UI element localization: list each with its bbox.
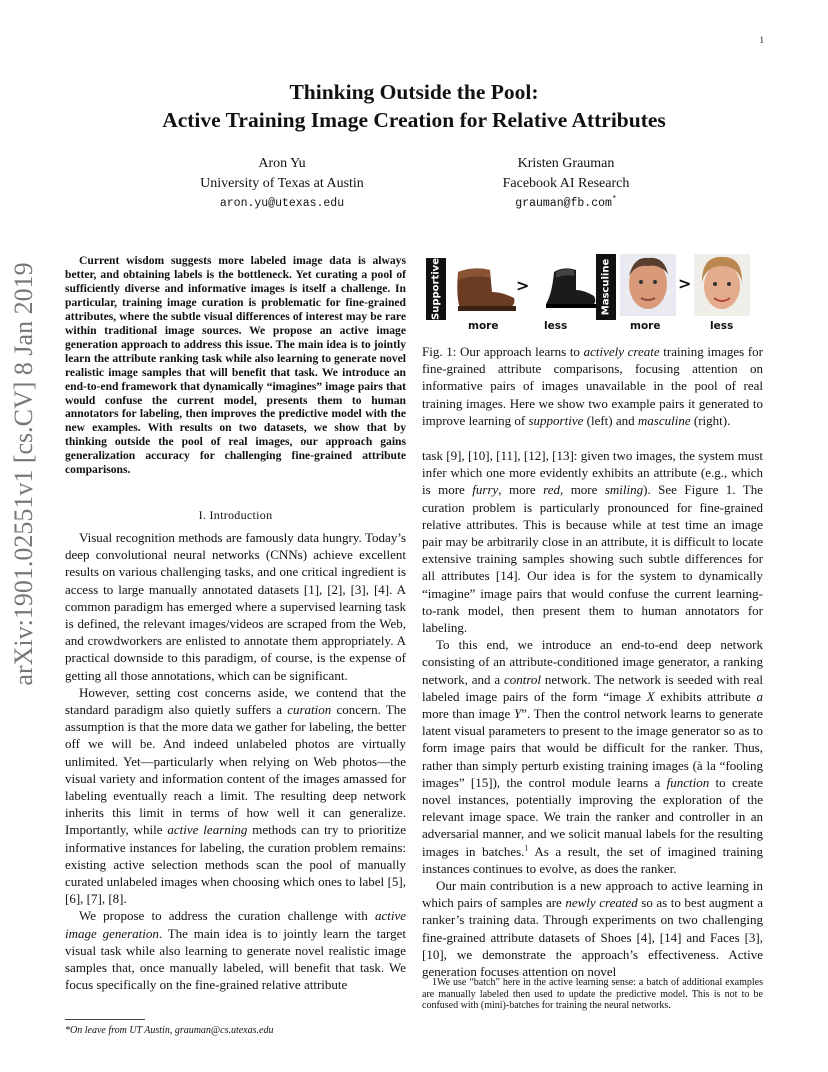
boot-image-more: [450, 258, 520, 316]
paragraph: Visual recognition methods are famously data hungry. Today’s deep convolutional neural networks (CNNs) achieve excellent results on various challenging tasks, and one critical ingredient is access to large manually annotated datasets [1], [2], [3], [4]. A common paradigm has emerged where a supervised learning task is defined, the relevant images/videos are scraped from the Web, and crowdworkers are enlisted to annotate them appropriately. A practical downside to this paradigm, of course, is the expense of getting all those annotations, which can be significant.: [65, 530, 406, 683]
paragraph: However, setting cost concerns aside, we contend that the standard paradigm also quietly suffers a curation concern. The assumption is that the more data we gather for labeling, the better off we will be. And indeed unlabeled photos are virtually unlimited. Yet—particularly when relying on Web photos—the visual variety and information content of the images amassed for labeling eventually reach a limit. The resulting deep network inherits this limit in terms of how well it can generalize. Importantly, while active learning methods can try to prioritize informative instances for labeling, the curation problem remains: existing active selection methods scan the pool of manually curated unlabeled images when choosing which ones to label [5], [6], [7], [8].: [65, 684, 407, 907]
figure-caption: Fig. 1: Our approach learns to actively create training images for fine-grained attribute comparisons, focusing attention on informative pairs of images unavailable in the pool of real training images. Here we show two example pairs it generated to improve learning of supportive (left) and masculine (right).: [422, 344, 763, 428]
title-line-1: Thinking Outside the Pool:: [289, 80, 539, 104]
face-image-less: [694, 254, 750, 316]
footnote-left: *On leave from UT Austin, grauman@cs.utexas.edu: [65, 1025, 274, 1036]
figure-attribute-label: Supportive: [426, 258, 446, 320]
label-more: more: [630, 320, 661, 332]
intro-right-column: [422, 447, 763, 980]
author-name: Kristen Grauman: [517, 156, 615, 171]
figure-attribute-label: Masculine: [596, 254, 616, 320]
figure-1: [426, 254, 766, 334]
section-heading: I. Introduction: [198, 508, 273, 522]
paragraph: task [9], [10], [11], [12], [13]: given two images, the system must infer which one more evidently exhibits an attribute (e.g., which is more furry, more red, more smiling). See Figure 1. The curation problem is particularly pronounced for fine-grained relative attributes. This is because while at test time an image pair may be arbitrarily close in an attribute, it is difficult to locate extensive training samples showing such subtle differences for all attributes [14]. Our idea is for the system to dynamically “imagine” image pairs that would confuse the current learning-to-rank model, then present them to human annotators for labeling.: [422, 448, 763, 636]
arxiv-stamp: arXiv:1901.02551v1 [cs.CV] 8 Jan 2019: [9, 262, 38, 686]
paragraph: Our main contribution is a new approach to active learning in which pairs of samples are newly created so as to best augment a ranker’s training data. Through experiments on two challenging fine-grained attribute datasets of Shoes [4], [14] and Faces [3], [10], we demonstrate the approach’s effectiveness. Active generation focuses attention on novel: [422, 878, 763, 980]
author-block-1: [132, 154, 432, 214]
paragraph: To this end, we introduce an end-to-end deep network consisting of an attribute-conditioned image generator, a ranking network, and a control network. The network is seeded with real labeled image pairs of the form “image X exhibits attribute a more than image Y”. Then the control network learns to generate latent visual parameters to present to the image generator so as to form image pairs that would be difficult for the ranker. Thus, rather than simply perturb existing training images (à la “fooling images” [15]), the control module learns a function to create novel instances, potentially improving the exploration of the relevant image space. We train the ranker and controller in an adversarial manner, and we solicit manual labels for the resulting images in batches.$^1$ As a result, the set of imagined training instances continues to evolve, as does the ranker.: [422, 637, 764, 876]
boot-image-less: [532, 258, 602, 316]
label-more: more: [468, 320, 499, 332]
author-affiliation: Facebook AI Research: [502, 176, 630, 191]
label-less: less: [710, 320, 734, 332]
paper-title: [0, 78, 828, 134]
footnote-rule: [65, 1019, 145, 1020]
author-name: Aron Yu: [258, 156, 306, 171]
author-block-2: [416, 154, 716, 214]
greater-than-sign: >: [678, 274, 692, 293]
intro-left-column: [65, 529, 406, 993]
greater-than-sign: >: [516, 276, 530, 295]
footnote-right: 1We use “batch” here in the active learning sense: a batch of additional examples are manually labeled then used to update the predictive model. This is not to be confused with (mini)-batches for training the neural networks.: [422, 977, 763, 1012]
face-image-more: [620, 254, 676, 316]
label-less: less: [544, 320, 568, 332]
author-affiliation: University of Texas at Austin: [200, 176, 364, 191]
page-number: 1: [759, 35, 764, 45]
paragraph: We propose to address the curation challenge with active image generation. The main idea is to jointly learn the target visual task while also learning to generate novel realistic image samples that, once manually labeled, will benefit that task. We focus specifically on the fine-grained relative attribute: [65, 908, 406, 993]
abstract: Current wisdom suggests more labeled image data is always better, and obtaining labels is the bottleneck. Yet curating a pool of sufficiently diverse and informative images is itself a challenge. In particular, training image curation is problematic for fine-grained attributes, where the subtle visual differences of interest may be rare within traditional image sources. We propose an active image generation approach to address this issue. The main idea is to jointly learn the attribute ranking task while also learning to generate novel realistic image samples that will benefit that task. We introduce an end-to-end framework that dynamically “imagines” image pairs that would confuse the current model, presents them to human annotators for labeling, then improves the predictive model with the new examples. With results on two datasets, we show that by thinking outside the pool of real images, our approach gains generalization accuracy for challenging fine-grained attribute comparisons.: [65, 254, 406, 477]
author-footnote-mark: *: [611, 195, 617, 205]
author-email[interactable]: aron.yu@utexas.edu: [219, 197, 345, 210]
author-email[interactable]: grauman@fb.com: [515, 197, 612, 210]
title-line-2: Active Training Image Creation for Relative Attributes: [162, 108, 666, 132]
